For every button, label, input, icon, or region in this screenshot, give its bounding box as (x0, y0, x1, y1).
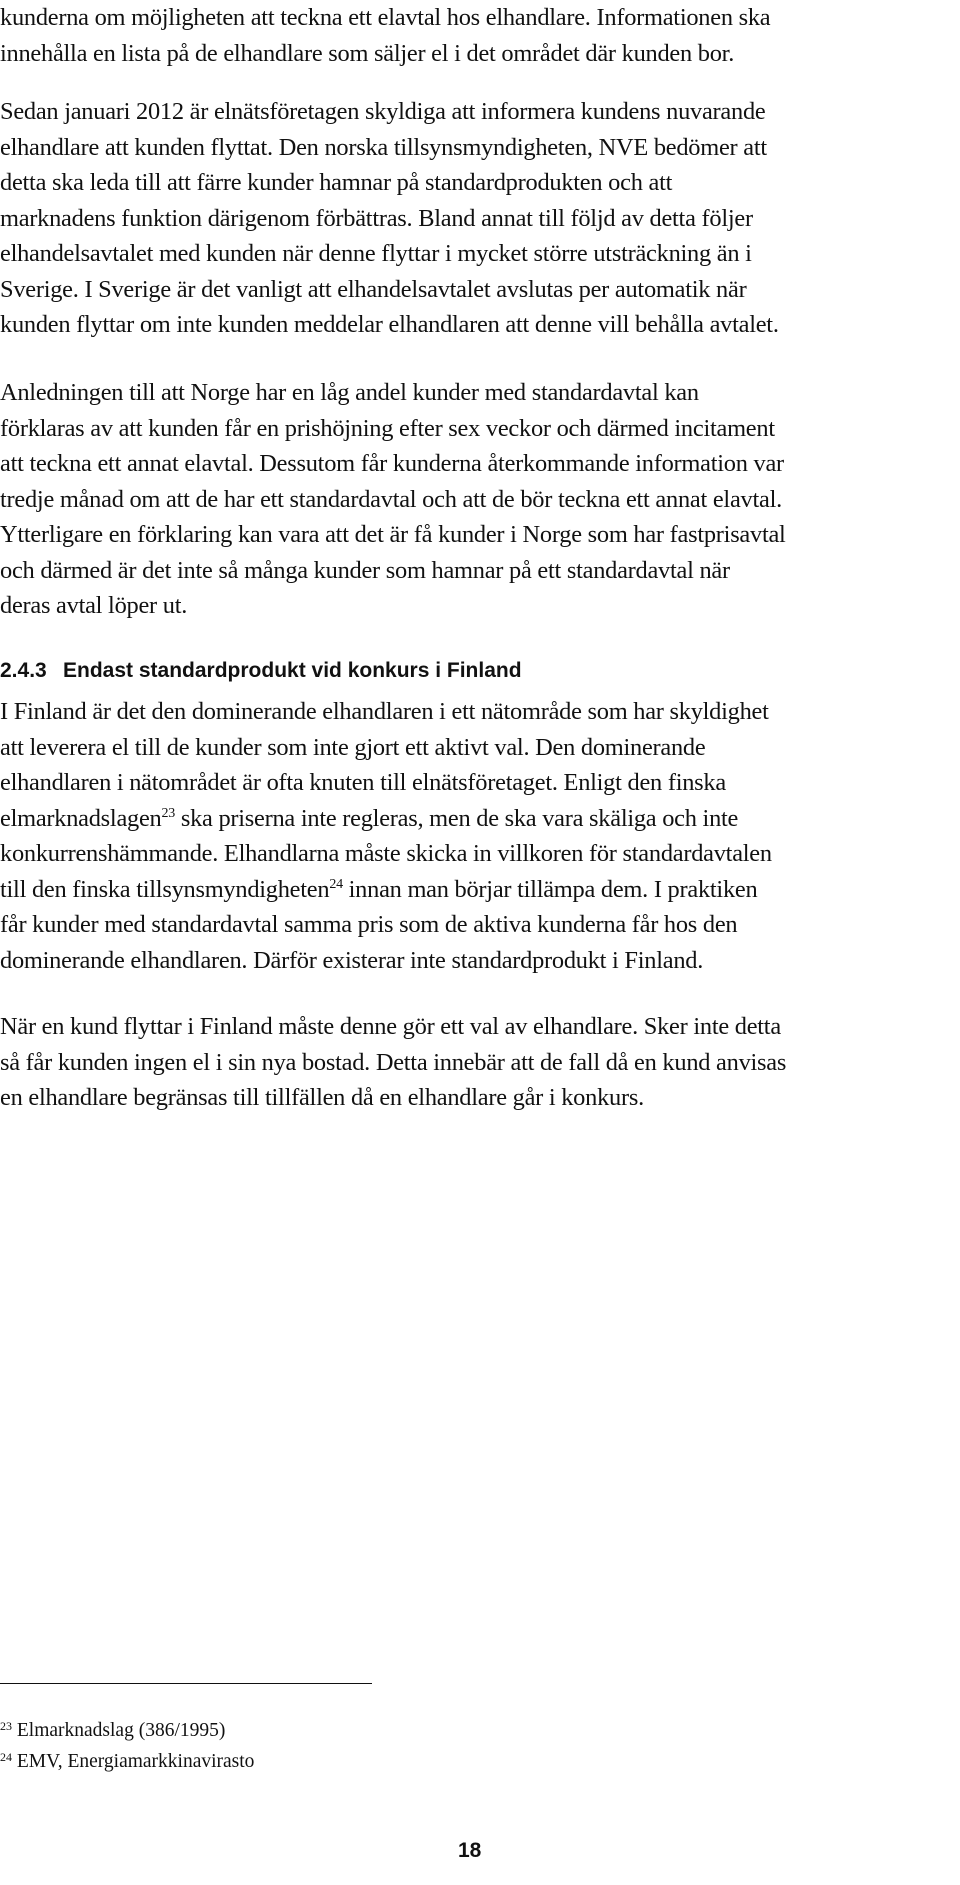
text-line: marknadens funktion därigenom förbättras. Bland annat till följd av detta följer (0, 204, 753, 232)
text-segment: ska priserna inte regleras, men de ska vara skäliga och inte (175, 804, 739, 832)
text-segment: innan man börjar tillämpa dem. I praktiken (342, 875, 758, 903)
text-line: så får kunden ingen el i sin nya bostad. Detta innebär att de fall då en kund anvisas (0, 1048, 787, 1076)
text-line: dominerande elhandlaren. Därför existerar inte standardprodukt i Finland. (0, 946, 704, 974)
text-line: Anledningen till att Norge har en låg andel kunder med standardavtal kan (0, 379, 699, 406)
footnote-reference-23[interactable]: 23 (161, 805, 175, 821)
text-line: får kunder med standardavtal samma pris som de aktiva kunderna får hos den (0, 911, 738, 938)
text-line: att teckna ett annat elavtal. Dessutom får kunderna återkommande information var (0, 450, 784, 477)
text-line: När en kund flyttar i Finland måste denne gör ett val av elhandlare. Sker inte detta (0, 1013, 781, 1040)
text-line: att leverera el till de kunder som inte gjort ett aktivt val. Den dominerande (0, 733, 706, 761)
text-line (0, 801, 958, 837)
text-line: kunderna om möjligheten att teckna ett elavtal hos elhandlare. Informationen ska (0, 4, 771, 31)
footnote-mark: 24 (0, 1750, 12, 1764)
footnotes (0, 1715, 254, 1777)
text-line: förklaras av att kunden får en prishöjning efter sex veckor och därmed incitament (0, 414, 775, 442)
text-line: I Finland är det den dominerande elhandlaren i ett nätområde som har skyldighet (0, 698, 769, 725)
footnote-23 (0, 1715, 254, 1746)
footnote-divider (0, 1683, 372, 1684)
text-line: kunden flyttar om inte kunden meddelar elhandlaren att denne vill behålla avtalet. (0, 311, 779, 338)
text-line: elhandlaren i nätområdet är ofta knuten till elnätsföretaget. Enligt den finska (0, 769, 726, 796)
text-segment: till den finska tillsynsmyndigheten (0, 875, 330, 903)
paragraph-4 (0, 694, 958, 978)
text-line: en elhandlare begränsas till tillfällen då en elhandlare går i konkurs. (0, 1084, 644, 1111)
paragraph-2 (0, 94, 958, 343)
section-number: 2.4.3 (0, 659, 47, 682)
text-line (0, 872, 958, 908)
footnote-text: Elmarknadslag (386/1995) (12, 1720, 226, 1741)
page-number: 18 (458, 1839, 482, 1862)
paragraph-5 (0, 1009, 958, 1116)
text-line: Sverige. I Sverige är det vanligt att elhandelsavtalet avslutas per automatik när (0, 275, 747, 303)
text-line: elhandlare att kunden flyttat. Den norska tillsynsmyndigheten, NVE bedömer att (0, 133, 767, 161)
text-line: elhandelsavtalet med kunden när denne flyttar i mycket större utsträckning än i (0, 240, 752, 267)
text-line: och därmed är det inte så många kunder som hamnar på ett standardavtal när (0, 556, 730, 584)
text-line: deras avtal löper ut. (0, 592, 188, 619)
footnote-mark: 23 (0, 1719, 12, 1733)
text-segment: elmarknadslagen (0, 804, 162, 832)
text-line: innehålla en lista på de elhandlare som säljer el i det området där kunden bor. (0, 39, 735, 67)
section-heading (0, 657, 522, 685)
section-title: Endast standardprodukt vid konkurs i Finland (63, 659, 522, 682)
footnote-reference-24[interactable]: 24 (329, 876, 343, 892)
text-line: konkurrenshämmande. Elhandlarna måste skicka in villkoren för standardavtalen (0, 840, 772, 867)
footnote-24 (0, 1746, 254, 1777)
text-line: tredje månad om att de har ett standardavtal och att de bör teckna ett annat elavtal. (0, 485, 782, 513)
text-line: Sedan januari 2012 är elnätsföretagen skyldiga att informera kundens nuvarande (0, 98, 766, 125)
text-line: Ytterligare en förklaring kan vara att det är få kunder i Norge som har fastprisavtal (0, 521, 786, 548)
footnote-text: EMV, Energiamarkkinavirasto (12, 1751, 255, 1772)
text-line: detta ska leda till att färre kunder hamnar på standardprodukten och att (0, 169, 673, 196)
paragraph-3 (0, 375, 958, 624)
paragraph-1 (0, 0, 958, 71)
